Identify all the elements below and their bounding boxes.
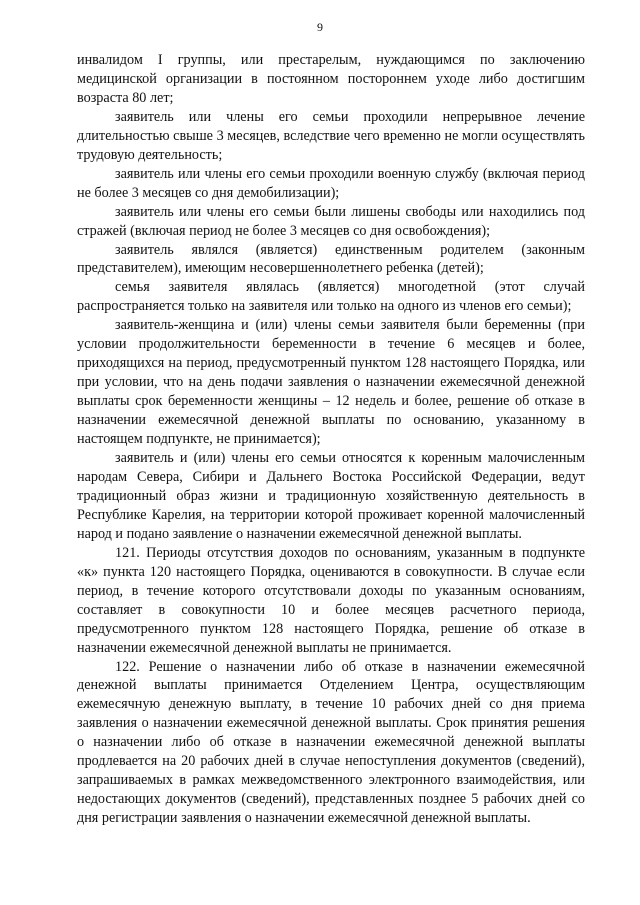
paragraph-military-service: заявитель или члены его семьи проходили военную службу (включая период не более 3 месяцев со дня демобилизации); bbox=[77, 165, 585, 201]
document-body bbox=[77, 51, 585, 828]
paragraph-treatment: заявитель или члены его семьи проходили непрерывное лечение длительностью свыше 3 месяцев, вследствие чего временно не могли осуществлять трудовую деятельность; bbox=[77, 108, 585, 163]
page-number: 9 bbox=[317, 20, 323, 34]
paragraph-imprisonment: заявитель или члены его семьи были лишены свободы или находились под стражей (включая период не более 3 месяцев со дня освобождения); bbox=[77, 203, 585, 239]
paragraph-pregnancy: заявитель-женщина и (или) члены семьи заявителя были беременны (при условии продолжительности беременности в течение 6 месяцев и более, приходящихся на период, предусмотренный пунктом 128 настоящего Порядка, или при условии, что на день подачи заявления о назначении ежемесячной денежной выплаты срок беременности женщины – 12 недель и более, решение об отказе в назначении ежемесячной денежной выплаты по основанию, указанному в настоящем подпункте, не принимается); bbox=[77, 317, 585, 448]
paragraph-122: 122. Решение о назначении либо об отказе в назначении ежемесячной денежной выплаты принимается Отделением Центра, осуществляющим ежемесячную денежную выплату, в течение 10 рабочих дней со дня приема заявления о назначении ежемесячной денежной выплаты. Срок принятия решения о назначении либо об отказе в назначении ежемесячной денежной выплаты продлевается на 20 рабочих дней в случае непоступления документов (сведений), запрашиваемых в рамках межведомственного электронного взаимодействия, или недостающих документов (сведений), представленных позднее 5 рабочих дней со дня регистрации заявления о назначении ежемесячной денежной выплаты. bbox=[77, 658, 585, 827]
paragraph-121: 121. Периоды отсутствия доходов по основаниям, указанным в подпункте «к» пункта 120 настоящего Порядка, оцениваются в совокупности. В случае если период, в течение которого отсутствовали доходы по указанным основаниям, составляет в совокупности 10 и более месяцев расчетного периода, предусмотренного пунктом 128 настоящего Порядка, решение об отказе в назначении ежемесячной денежной выплаты не принимается. bbox=[77, 544, 585, 656]
paragraph-large-family: семья заявителя являлась (является) многодетной (этот случай распространяется только на заявителя или только на одного из членов его семьи); bbox=[77, 279, 585, 315]
paragraph-continuation: инвалидом I группы, или престарелым, нуждающимся по заключению медицинской организации в постоянном постороннем уходе либо достигшим возраста 80 лет; bbox=[77, 52, 585, 106]
paragraph-single-parent: заявитель являлся (является) единственным родителем (законным представителем), имеющим несовершеннолетнего ребенка (детей); bbox=[77, 241, 585, 277]
paragraph-indigenous-peoples: заявитель и (или) члены его семьи относятся к коренным малочисленным народам Севера, Сибири и Дальнего Востока Российской Федерации, ведут традиционный образ жизни и традиционную хозяйственную деятельность в Республике Карелия, на территории которой проживает коренной малочисленный народ и подано заявление о назначении ежемесячной денежной выплаты. bbox=[77, 450, 585, 542]
